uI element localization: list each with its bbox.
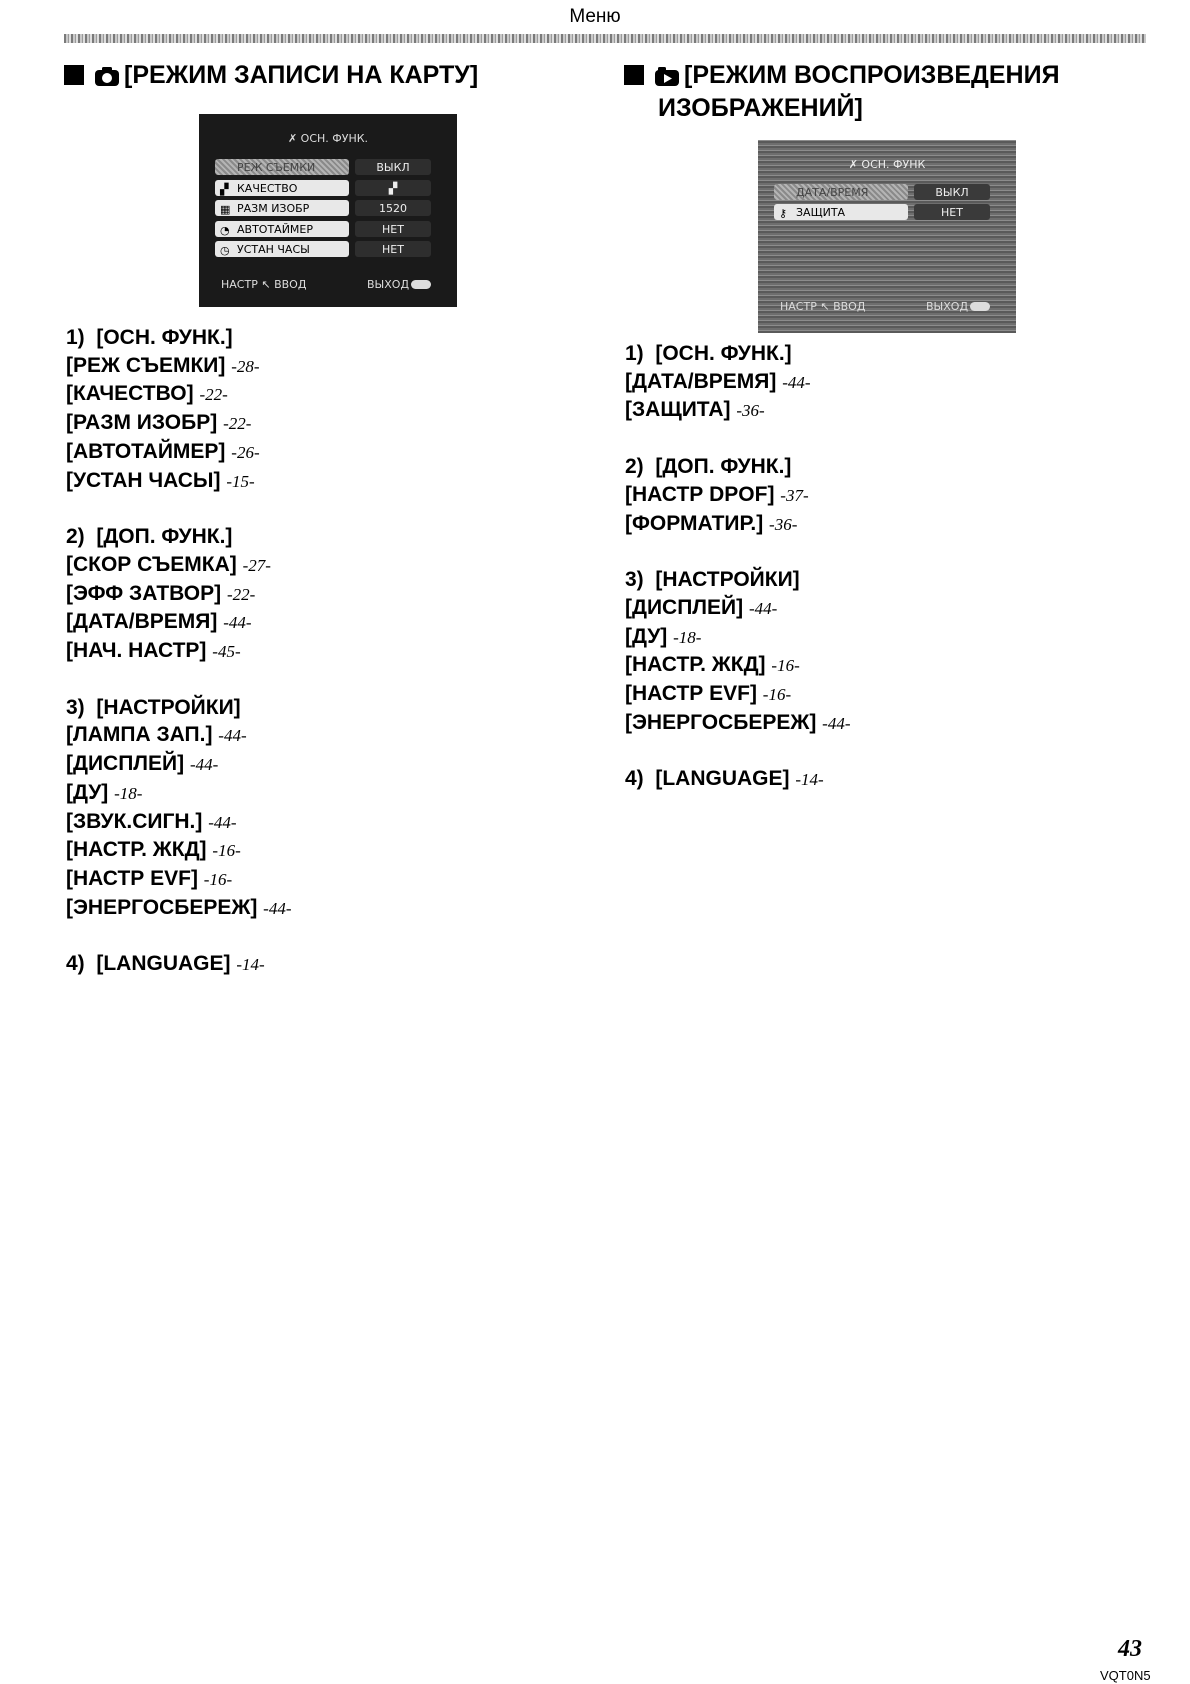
- page-reference: -18-: [114, 783, 143, 803]
- right-heading-line1: [РЕЖИМ ВОСПРОИЗВЕДЕНИЯ: [684, 61, 1060, 89]
- menu-group: [66, 694, 526, 923]
- menu-item: [ДИСПЛЕЙ] -44-: [625, 595, 778, 619]
- clock-icon: ◷: [220, 244, 230, 257]
- page-reference: -44-: [263, 898, 292, 918]
- menu-group: [625, 340, 1125, 425]
- document-code: VQT0N5: [1100, 1668, 1151, 1683]
- screen-footer-right: ВЫХОД: [926, 300, 990, 313]
- page-reference: -22-: [199, 385, 228, 405]
- left-section-heading: [64, 61, 478, 94]
- wrench-icon: ✗: [848, 158, 862, 171]
- screen-row: ◷ УСТАН ЧАСЫ НЕТ: [215, 241, 445, 258]
- menu-group-heading: 3) [НАСТРОЙКИ]: [66, 695, 241, 719]
- screen-row: РЕЖ СЪЕМКИ ВЫКЛ: [215, 159, 445, 176]
- page-reference: -16-: [771, 656, 800, 676]
- header-rule: [64, 34, 1146, 43]
- page-reference: -16-: [203, 869, 233, 889]
- menu-item: [НАЧ. НАСТР] -45-: [66, 639, 241, 663]
- screen-row: ДАТА/ВРЕМЯ ВЫКЛ: [774, 184, 1004, 201]
- menu-item: [УСТАН ЧАСЫ] -15-: [66, 468, 255, 492]
- screen-title: ✗ ОСН. ФУНК.: [287, 132, 369, 145]
- page-reference: -44-: [223, 613, 252, 633]
- page-reference: -28-: [231, 356, 260, 376]
- menu-group-heading: 1) [ОСН. ФУНК.]: [625, 342, 792, 365]
- menu-group-heading: 3) [НАСТРОЙКИ]: [625, 568, 800, 592]
- menu-item: [ДАТА/ВРЕМЯ] -44-: [66, 610, 252, 634]
- menu-button-icon: [411, 280, 431, 289]
- screen-footer-right: ВЫХОД: [367, 278, 431, 291]
- menu-item: [РАЗМ ИЗОБР] -22-: [66, 411, 252, 435]
- menu-item: [НАСТР EVF] -16-: [66, 866, 233, 890]
- menu-item: [ЛАМПА ЗАП.] -44-: [66, 723, 247, 747]
- menu-group-heading: 2) [ДОП. ФУНК.]: [66, 525, 233, 549]
- page-reference: -37-: [780, 485, 809, 505]
- page-reference: -16-: [212, 841, 241, 861]
- menu-item: [РЕЖ СЪЕМКИ] -28-: [66, 353, 260, 377]
- right-section-heading: [624, 61, 1060, 123]
- menu-item: [НАСТР EVF] -16-: [625, 682, 792, 706]
- menu-item: [ЭНЕРГОСБЕРЕЖ] -44-: [625, 710, 851, 734]
- arrow-icon: ↖: [261, 278, 271, 291]
- menu-group: [66, 523, 526, 666]
- size-icon: ▦: [220, 203, 231, 216]
- menu-item: [НАСТР. ЖКД] -16-: [625, 653, 800, 677]
- page-reference: -27-: [242, 555, 271, 575]
- page-reference: -44-: [218, 726, 247, 746]
- page-reference: -22-: [227, 584, 256, 604]
- page-number: 43: [1118, 1636, 1142, 1662]
- menu-item: [ЭФФ ЗАТВОР] -22-: [66, 581, 256, 605]
- page-reference: -36-: [769, 514, 798, 534]
- menu-item: [НАСТР. ЖКД] -16-: [66, 838, 241, 862]
- playback-icon: [654, 65, 680, 94]
- menu-item: [ДУ] -18-: [625, 624, 702, 648]
- menu-button-icon: [970, 302, 990, 311]
- menu-item: [ЗВУК.СИГН.] -44-: [66, 809, 237, 833]
- wrench-icon: ✗: [287, 132, 301, 145]
- menu-item: [АВТОТАЙМЕР] -26-: [66, 439, 260, 463]
- screen-row: ▦ РАЗМ ИЗОБР 1520: [215, 200, 445, 217]
- black-square-icon: [64, 65, 84, 85]
- menu-group-heading: 2) [ДОП. ФУНК.]: [625, 455, 792, 479]
- menu-group: [625, 566, 1125, 737]
- page-reference: -44-: [189, 755, 219, 775]
- camera-icon: [94, 65, 120, 94]
- page-reference: -44-: [782, 372, 811, 392]
- timer-icon: ◔: [220, 224, 230, 237]
- right-heading-line2: ИЗОБРАЖЕНИЙ]: [658, 94, 863, 122]
- menu-group-heading: 4) [LANGUAGE] -14-: [66, 952, 265, 976]
- menu-group: [66, 324, 526, 495]
- black-square-icon: [624, 65, 644, 85]
- lcd-menu-screen-playback: [758, 140, 1016, 333]
- screen-row: ⚷ ЗАЩИТА НЕТ: [774, 204, 1004, 221]
- page-reference: -44-: [748, 598, 778, 618]
- page-reference: -36-: [736, 401, 765, 421]
- key-icon: ⚷: [779, 207, 788, 220]
- menu-item: [ЗАЩИТА] -36-: [625, 398, 765, 422]
- lcd-menu-screen-record: [199, 114, 457, 307]
- screen-row: ▞ КАЧЕСТВО ▞: [215, 180, 445, 197]
- quality-value-icon: ▞: [355, 180, 431, 196]
- page-header-title: Меню: [569, 6, 621, 27]
- page-reference: -44-: [208, 812, 237, 832]
- menu-item: [СКОР СЪЕМКА] -27-: [66, 552, 271, 576]
- menu-item: [ДИСПЛЕЙ] -44-: [66, 752, 219, 776]
- quality-icon: ▞: [220, 183, 229, 196]
- page-reference: -16-: [762, 685, 792, 705]
- left-menu-list: [66, 324, 526, 1007]
- screen-row: ◔ АВТОТАЙМЕР НЕТ: [215, 221, 445, 238]
- screen-footer-left: НАСТР ↖ ВВОД: [780, 300, 866, 313]
- menu-group: [66, 950, 526, 979]
- right-menu-list: [625, 340, 1125, 822]
- page-reference: -18-: [673, 627, 702, 647]
- page-reference: -14-: [236, 955, 265, 975]
- page-reference: -45-: [212, 642, 241, 662]
- page-reference: -15-: [226, 471, 255, 491]
- menu-item: [КАЧЕСТВО] -22-: [66, 382, 228, 406]
- menu-item: [ЭНЕРГОСБЕРЕЖ] -44-: [66, 895, 292, 919]
- menu-group: [625, 453, 1125, 538]
- page-reference: -22-: [223, 414, 252, 434]
- menu-item: [ФОРМАТИР.] -36-: [625, 511, 798, 535]
- menu-group-heading: 1) [ОСН. ФУНК.]: [66, 326, 233, 349]
- menu-item: [ДАТА/ВРЕМЯ] -44-: [625, 369, 811, 393]
- screen-title: ✗ ОСН. ФУНК: [848, 158, 926, 171]
- menu-item: [НАСТР DPOF] -37-: [625, 482, 809, 506]
- menu-item: [ДУ] -18-: [66, 780, 143, 804]
- page-reference: -14-: [795, 770, 824, 790]
- menu-group: [625, 765, 1125, 794]
- page-reference: -44-: [822, 713, 851, 733]
- screen-footer-left: НАСТР ↖ ВВОД: [221, 278, 307, 291]
- page-reference: -26-: [231, 442, 260, 462]
- arrow-icon: ↖: [820, 300, 830, 313]
- menu-group-heading: 4) [LANGUAGE] -14-: [625, 767, 824, 791]
- left-heading-text: [РЕЖИМ ЗАПИСИ НА КАРТУ]: [124, 61, 479, 89]
